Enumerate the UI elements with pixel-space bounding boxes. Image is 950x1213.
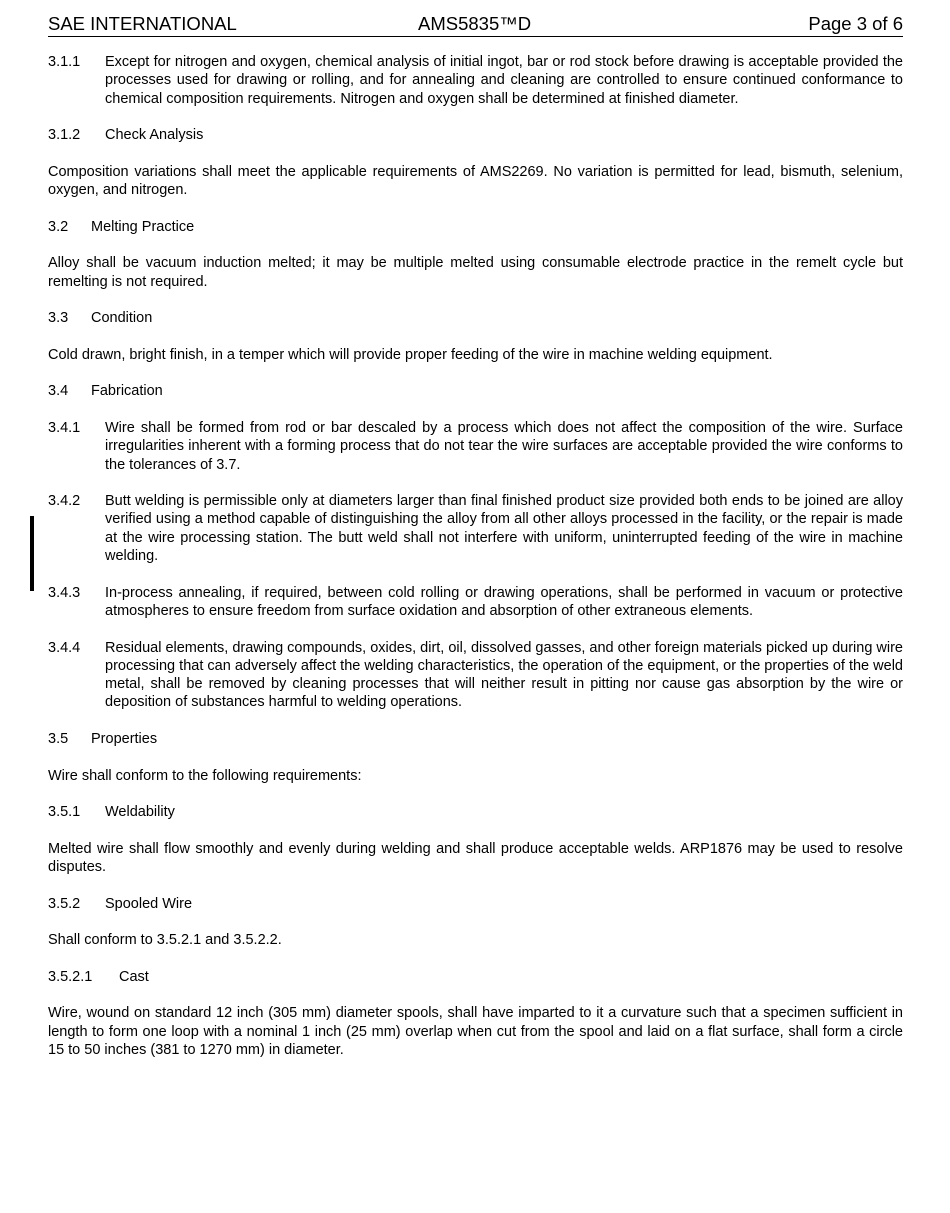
- section-number: 3.4.4: [48, 639, 81, 656]
- section-3-3-text: Cold drawn, bright finish, in a temper which will provide proper feeding of the wire in machine welding equipment.: [48, 346, 773, 363]
- page-header: [48, 12, 903, 37]
- section-number: 3.3: [48, 310, 69, 327]
- section-number: 3.2: [48, 218, 69, 235]
- header-doc-number: AMS5835™D: [418, 13, 532, 34]
- section-3-5-heading: [48, 730, 903, 748]
- section-number: 3.4.2: [48, 493, 81, 510]
- section-text: Wire shall be formed from rod or bar descaled by a process which does not affect the composition of the wire. Surface irregularities inherent with a forming process that do not tear the wire surfaces are acceptable provided the wire conforms to the tolerances of 3.7.: [105, 419, 903, 473]
- section-text: Butt welding is permissible only at diameters larger than final finished product size provided both ends to be joined are alloy verified using a method capable of distinguishing the alloy from all other alloys processed in the facility, or the repair is made at the wire processing station. The butt weld shall not interfere with uniform, uninterrupted feeding of the wire in machine welding.: [105, 493, 903, 565]
- section-3-5-2-text: Shall conform to 3.5.2.1 and 3.5.2.2.: [48, 932, 282, 949]
- section-text: Except for nitrogen and oxygen, chemical analysis of initial ingot, bar or rod stock before drawing is acceptable provided the processes used for drawing or rolling, and for annealing and cleaning are controlled to ensure continued conformance to chemical composition requirements. Nitrogen and oxygen shall be determined at finished diameter.: [105, 54, 903, 107]
- section-number: 3.4: [48, 383, 69, 400]
- section-number: 3.5.2: [48, 895, 81, 912]
- section-3-5-2-1-text: Wire, wound on standard 12 inch (305 mm) diameter spools, shall have imparted to it a curvature such that a specimen sufficient in length to form one loop with a nominal 1 inch (25 mm) overlap when cut from the spool and laid on a flat surface, shall form a circle 15 to 50 inches (381 to 1270 mm) in diameter.: [48, 1005, 903, 1059]
- section-title: Melting Practice: [91, 218, 195, 235]
- section-text: In-process annealing, if required, between cold rolling or drawing operations, shall be performed in vacuum or protective atmospheres to ensure freedom from surface oxidation and absorption of other extraneous elements.: [105, 584, 903, 619]
- header-page-number: Page 3 of 6: [808, 13, 903, 34]
- section-number: 3.5: [48, 730, 69, 747]
- section-number: 3.4.1: [48, 419, 81, 436]
- section-3-1-2-heading: [48, 126, 903, 144]
- section-number: 3.1.1: [48, 54, 81, 70]
- section-number: 3.1.2: [48, 127, 81, 144]
- section-title: Fabrication: [91, 383, 163, 400]
- section-3-2-text: Alloy shall be vacuum induction melted; it may be multiple melted using consumable electrode practice in the remelt cycle but remelting is not required.: [48, 255, 903, 290]
- section-title: Weldability: [105, 804, 175, 821]
- section-3-4-2: [48, 492, 903, 565]
- section-3-5-2-heading: [48, 895, 903, 913]
- header-org: SAE INTERNATIONAL: [48, 13, 237, 34]
- section-title: Cast: [119, 968, 149, 985]
- section-title: Condition: [91, 310, 153, 327]
- section-3-1-1: [48, 53, 903, 108]
- section-number: 3.5.1: [48, 804, 81, 821]
- section-number: 3.5.2.1: [48, 968, 93, 985]
- section-3-4-1: [48, 419, 903, 474]
- section-title: Properties: [91, 730, 158, 747]
- section-title: Check Analysis: [105, 127, 204, 144]
- section-number: 3.4.3: [48, 584, 81, 601]
- section-3-5-1-heading: [48, 803, 903, 821]
- revision-change-bar: [30, 516, 34, 591]
- section-3-4-heading: [48, 382, 903, 400]
- document-body: [48, 53, 903, 1078]
- section-3-2-heading: [48, 218, 903, 236]
- section-3-1-2-text: Composition variations shall meet the applicable requirements of AMS2269. No variation is permitted for lead, bismuth, selenium, oxygen, and nitrogen.: [48, 163, 903, 199]
- section-3-5-text: Wire shall conform to the following requirements:: [48, 767, 362, 784]
- section-text: Residual elements, drawing compounds, oxides, dirt, oil, dissolved gasses, and other foreign materials picked up during wire processing that can adversely affect the welding characteristics, the operation of the equipment, or the properties of the weld metal, shall be removed by cleaning processes that will neither result in pitting nor cause gas absorption by the wire or deposition of substances harmful to welding operations.: [105, 639, 903, 711]
- section-3-4-3: [48, 584, 903, 621]
- section-3-3-heading: [48, 309, 903, 327]
- section-3-4-4: [48, 639, 903, 712]
- section-title: Spooled Wire: [105, 895, 193, 912]
- section-3-5-1-text: Melted wire shall flow smoothly and evenly during welding and shall produce acceptable welds. ARP1876 may be used to resolve disputes.: [48, 840, 903, 876]
- section-3-5-2-1-heading: [48, 968, 903, 986]
